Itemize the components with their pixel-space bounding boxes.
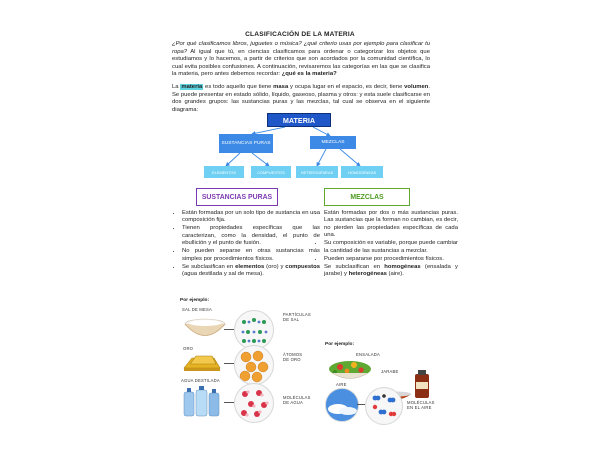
text: Se subclasifican en — [324, 263, 385, 270]
salad-bowl-illustration — [326, 356, 374, 382]
header-mezclas: MEZCLAS — [324, 188, 410, 206]
list-item: • Están formadas por dos o más sustancias puras. Las sustancias que la forman no cambian, es decir, no pierden las propiedades específicas de cada una. — [324, 210, 458, 240]
page-title: CLASIFICACIÓN DE LA MATERIA — [245, 31, 355, 38]
connector-root-mix — [313, 127, 330, 136]
connector-pure-comp — [252, 153, 269, 166]
connector-mix-hom — [340, 149, 360, 166]
def-text-c: . Se puede presentar en estado sólido, líquido, gaseoso, plasma y otros: y esta suele clasificarse en dos grandes grupos: las sustancias puras y las mezclas, tal cual se observa en el siguiente diagrama: — [172, 84, 430, 113]
salt-particles-circle — [234, 310, 274, 350]
diagram-node-sustancias-puras: SUSTANCIAS PURAS — [219, 134, 273, 153]
label-ensalada: ENSALADA — [356, 352, 380, 357]
examples-label-right: Por ejemplo: — [325, 342, 355, 347]
list-item: • Pueden separarse por procedimientos físicos. — [324, 256, 458, 263]
label-jarabe: JARABE — [381, 369, 399, 374]
zoom-arrow — [224, 402, 234, 403]
diagram-node-compuestos: COMPUESTOS — [251, 166, 291, 178]
label-atomos-de-oro: ÁTOMOS DE ORO — [283, 352, 303, 362]
list-item: • Su composición es variable, porque puede cambiar la cantidad de las sustancias a mezclar. — [324, 240, 458, 255]
label-particulas-de-sal: PARTÍCULAS DE SAL — [283, 312, 311, 322]
diagram-node-homogeneas: HOMOGÉNEAS — [341, 166, 383, 178]
intro-question: ¿Por qué clasificamos libros, juguetes o música? ¿qué criterio usas por ejemplo para clasificar tu ropa? — [172, 41, 430, 55]
header-sustancias-puras: SUSTANCIAS PURAS — [196, 188, 278, 206]
label-sal-de-mesa: SAL DE MESA — [182, 307, 212, 312]
text: (ensalada y jarabe) y — [324, 263, 458, 278]
sky-circle — [325, 388, 359, 422]
examples-label-left: Por ejemplo: — [180, 298, 210, 303]
def-volumen: volumen — [404, 84, 429, 90]
gold-atoms-circle — [234, 345, 274, 385]
label-oro: ORO — [183, 346, 194, 351]
def-text-b: y ocupa lugar en el espacio, es decir, tiene — [288, 84, 405, 90]
intro-bold-question: ¿qué es la materia? — [281, 71, 337, 78]
pure-bullet-list — [170, 210, 320, 279]
term-homogeneas: homogéneas — [384, 263, 421, 270]
list-item: • Tienen propiedades específicas que las caracterizan, como la densidad, el punto de ebullición y el punto de fusión. — [182, 225, 320, 247]
connector-root-pure — [252, 127, 285, 134]
def-text-a: es todo aquello que tiene — [203, 84, 274, 90]
def-prefix: La — [172, 84, 181, 90]
connector-pure-elem — [226, 153, 240, 166]
mix-bullet-list — [312, 210, 458, 279]
zoom-arrow — [224, 363, 234, 364]
water-molecules-illustration — [235, 384, 273, 422]
label-agua-destilada: AGUA DESTILADA — [181, 378, 220, 383]
salt-bowl-illustration — [180, 315, 230, 345]
gold-bars-illustration — [180, 352, 226, 374]
label-moleculas-de-agua: MOLÉCULAS DE AGUA — [283, 395, 311, 405]
text: (aire). — [386, 271, 404, 278]
water-bottles-illustration — [180, 386, 226, 418]
diagram-node-elementos: ELEMENTOS — [204, 166, 244, 178]
sky-illustration — [326, 389, 358, 421]
water-molecules-circle — [234, 383, 274, 423]
highlight-materia: materia — [181, 84, 203, 90]
zoom-arrow — [357, 404, 365, 405]
term-heterogeneas: heterogéneas — [348, 271, 387, 278]
air-molecules-circle — [365, 387, 403, 425]
label-moleculas-en-el-aire: MOLÉCULAS EN EL AIRE — [407, 400, 435, 410]
list-item: • Están formadas por un solo tipo de sustancia en una composición fija. — [182, 210, 320, 225]
term-compuestos: compuestos — [285, 263, 320, 270]
connector-mix-het — [317, 149, 326, 166]
diagram-node-mezclas: MEZCLAS — [310, 136, 356, 149]
list-item — [182, 264, 320, 279]
text: (agua destilada y sal de mesa). — [182, 271, 264, 278]
def-masa: masa — [273, 84, 289, 90]
intro-body: Al igual que tú, en ciencias clasificamos para ordenar o categorizar los objetos que estudiamos y lo hacemos, a partir de criterios que son acordados por la comunidad científica, lo cual evita posibles confusiones. A continuación, revisaremos las categorías en las que se clasifica la materia, pero antes debemos recordar: — [172, 48, 430, 78]
zoom-arrow — [224, 329, 234, 330]
list-item: • No pueden separse en otras sustancias más simples por procedimientos físicos. — [182, 248, 320, 263]
list-item — [324, 264, 458, 279]
diagram-node-materia: MATERIA — [267, 113, 331, 127]
label-aire: AIRE — [336, 382, 347, 387]
salt-lattice-illustration — [235, 311, 273, 349]
term-elementos: elementos — [235, 263, 265, 270]
text: (oro) y — [264, 263, 286, 270]
text: Se subclasifican en — [182, 263, 236, 270]
diagram-node-heterogeneas: HETEROGÉNEAS — [296, 166, 338, 178]
air-molecules-illustration — [366, 388, 402, 424]
gold-atoms-illustration — [235, 346, 273, 384]
